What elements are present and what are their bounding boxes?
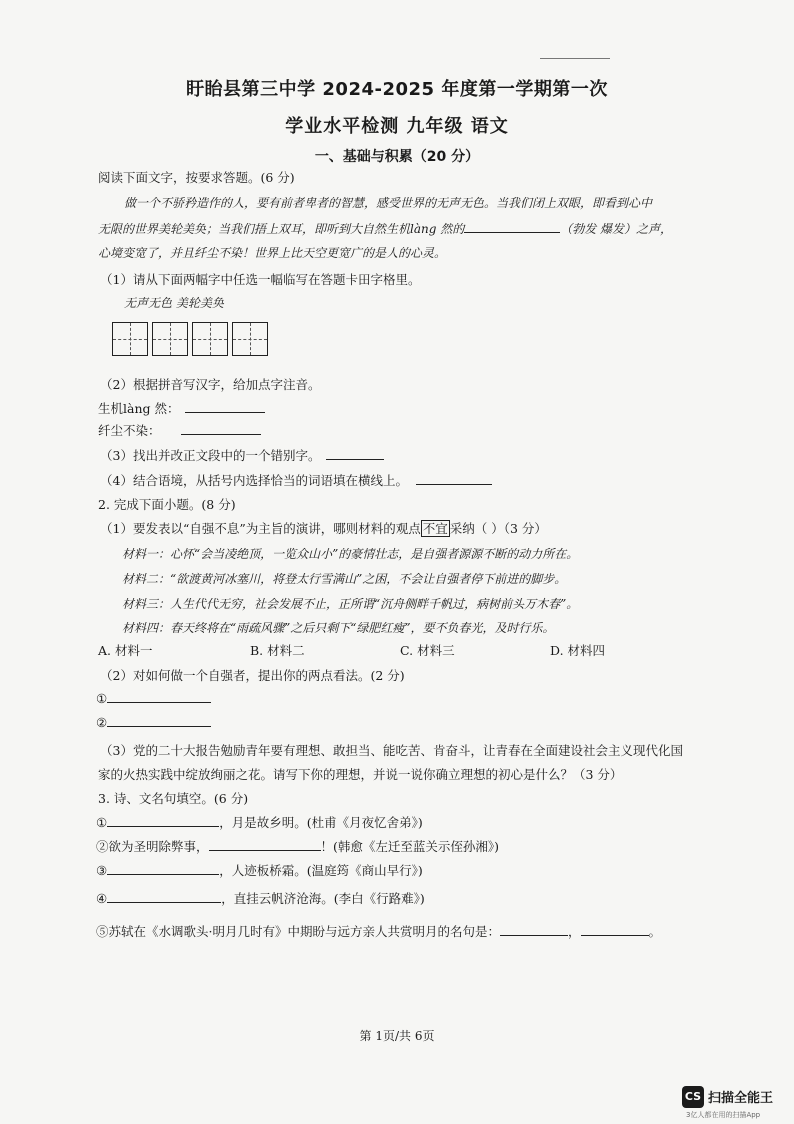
q2-sub3: （3）党的二十大报告勉励青年要有理想、敢担当、能吃苦、肯奋斗，让青春在全面建设社会主义现代化国 [100,743,683,758]
material-3: 材料三：人生代代无穷，社会发展不止，正所谓“沉舟侧畔千帆过，病树前头万木春”。 [122,597,579,611]
answer-blank[interactable] [107,862,219,875]
q2-sub3: 家的火热实践中绽放绚丽之花。请写下你的理想，并说一说你确立理想的初心是什么？（3 分） [98,767,623,782]
answer-blank[interactable] [209,838,321,851]
answer-line: ① [96,690,211,706]
answer-blank[interactable] [107,714,211,727]
passage-line: 心境变宽了，并且纤尘不染！世界上比天空更宽广的是人的心灵。 [98,246,447,260]
q1-sub3: （3）找出并改正文段中的一个错别字。 [100,446,384,464]
exam-title-line1: 盱眙县第三中学 2024-2025 年度第一学期第一次 [186,79,608,100]
q1-sub2: （2）根据拼音写汉字，给加点字注音。 [100,377,321,392]
q1-sub1: （1）请从下面两幅字中任选一幅临写在答题卡田字格里。 [100,272,421,287]
passage-line: 无限的世界美轮美奂；当我们捂上双耳，即听到大自然生机làng 然的 （勃发 爆发）之声， [98,222,673,236]
passage-line: 做一个不骄矜造作的人，要有前者卑者的智慧，感受世界的无声无色。当我们闭上双眼，即看到心中 [124,196,653,210]
answer-blank[interactable] [107,690,211,703]
tianzi-grid-cell[interactable] [152,322,188,356]
answer-blank[interactable] [326,447,384,460]
exam-title-line2: 学业水平检测 九年级 语文 [285,116,509,137]
option-d[interactable]: D. 材料四 [550,643,606,658]
q2-sub1: （1）要发表以“自强不息”为主旨的演讲，哪则材料的观点 不宜 采纳（ ）（3 分） [100,521,547,536]
answer-blank[interactable] [181,422,261,435]
q2-sub2: （2）对如何做一个自强者，提出你的两点看法。(2 分) [100,668,405,683]
answer-blank[interactable] [107,814,219,827]
tianzi-grid-cell[interactable] [112,322,148,356]
q3-heading: 3. 诗、文名句填空。(6 分) [98,791,249,806]
top-scan-line [540,58,610,59]
pinyin-item: 纤尘不染： [98,421,261,439]
answer-blank[interactable] [185,400,265,413]
answer-blank[interactable] [107,890,221,903]
section-heading: 一、基础与积累（20 分） [314,149,480,165]
option-c[interactable]: C. 材料三 [400,643,455,658]
camscanner-logo-icon: CS [682,1086,704,1108]
q1-sub4: （4）结合语境，从括号内选择恰当的词语填在横线上。 [100,471,492,489]
material-2: 材料二：“欲渡黄河冰塞川，将登太行雪满山”之困，不会让自强者停下前进的脚步。 [122,572,567,586]
watermark-tagline: 3亿人都在用的扫描App [686,1111,761,1119]
poem-line: ③ ，人迹板桥霜。(温庭筠《商山早行》) [96,863,423,878]
answer-blank[interactable] [416,472,492,485]
option-b[interactable]: B. 材料二 [250,643,305,658]
answer-blank[interactable] [500,923,568,936]
answer-blank[interactable] [581,923,649,936]
material-4: 材料四：春天终将在“雨疏风骤”之后只剩下“绿肥红瘦”，要不负春光，及时行乐。 [122,621,555,635]
copy-words: 无声无色 美轮美奂 [124,296,224,310]
page-number: 第 1页/共 6页 [359,1029,435,1043]
material-1: 材料一：心怀“会当凌绝顶，一览众山小”的豪情壮志，是自强者源源不断的动力所在。 [122,547,579,561]
answer-line: ② [96,714,211,730]
tianzi-grid-cell[interactable] [192,322,228,356]
tianzi-grid-cell[interactable] [232,322,268,356]
pinyin-item: 生机làng 然： [98,399,265,417]
option-a[interactable]: A. 材料一 [98,643,153,658]
watermark-app-name: 扫描全能王 [708,1091,774,1106]
poem-line: ⑤苏轼在《水调歌头·明月几时有》中期盼与远方亲人共赏明月的名句是： ， 。 [96,924,662,939]
q1-intro: 阅读下面文字，按要求答题。(6 分) [98,170,295,185]
answer-blank[interactable] [464,220,560,233]
poem-line: ④ ，直挂云帆济沧海。(李白《行路难》) [96,891,425,906]
poem-line: ① ，月是故乡明。(杜甫《月夜忆舍弟》) [96,815,423,830]
q2-heading: 2. 完成下面小题。(8 分) [98,497,236,512]
poem-line: ②欲为圣明除弊事， ！(韩愈《左迁至蓝关示侄孙湘》) [96,839,500,854]
